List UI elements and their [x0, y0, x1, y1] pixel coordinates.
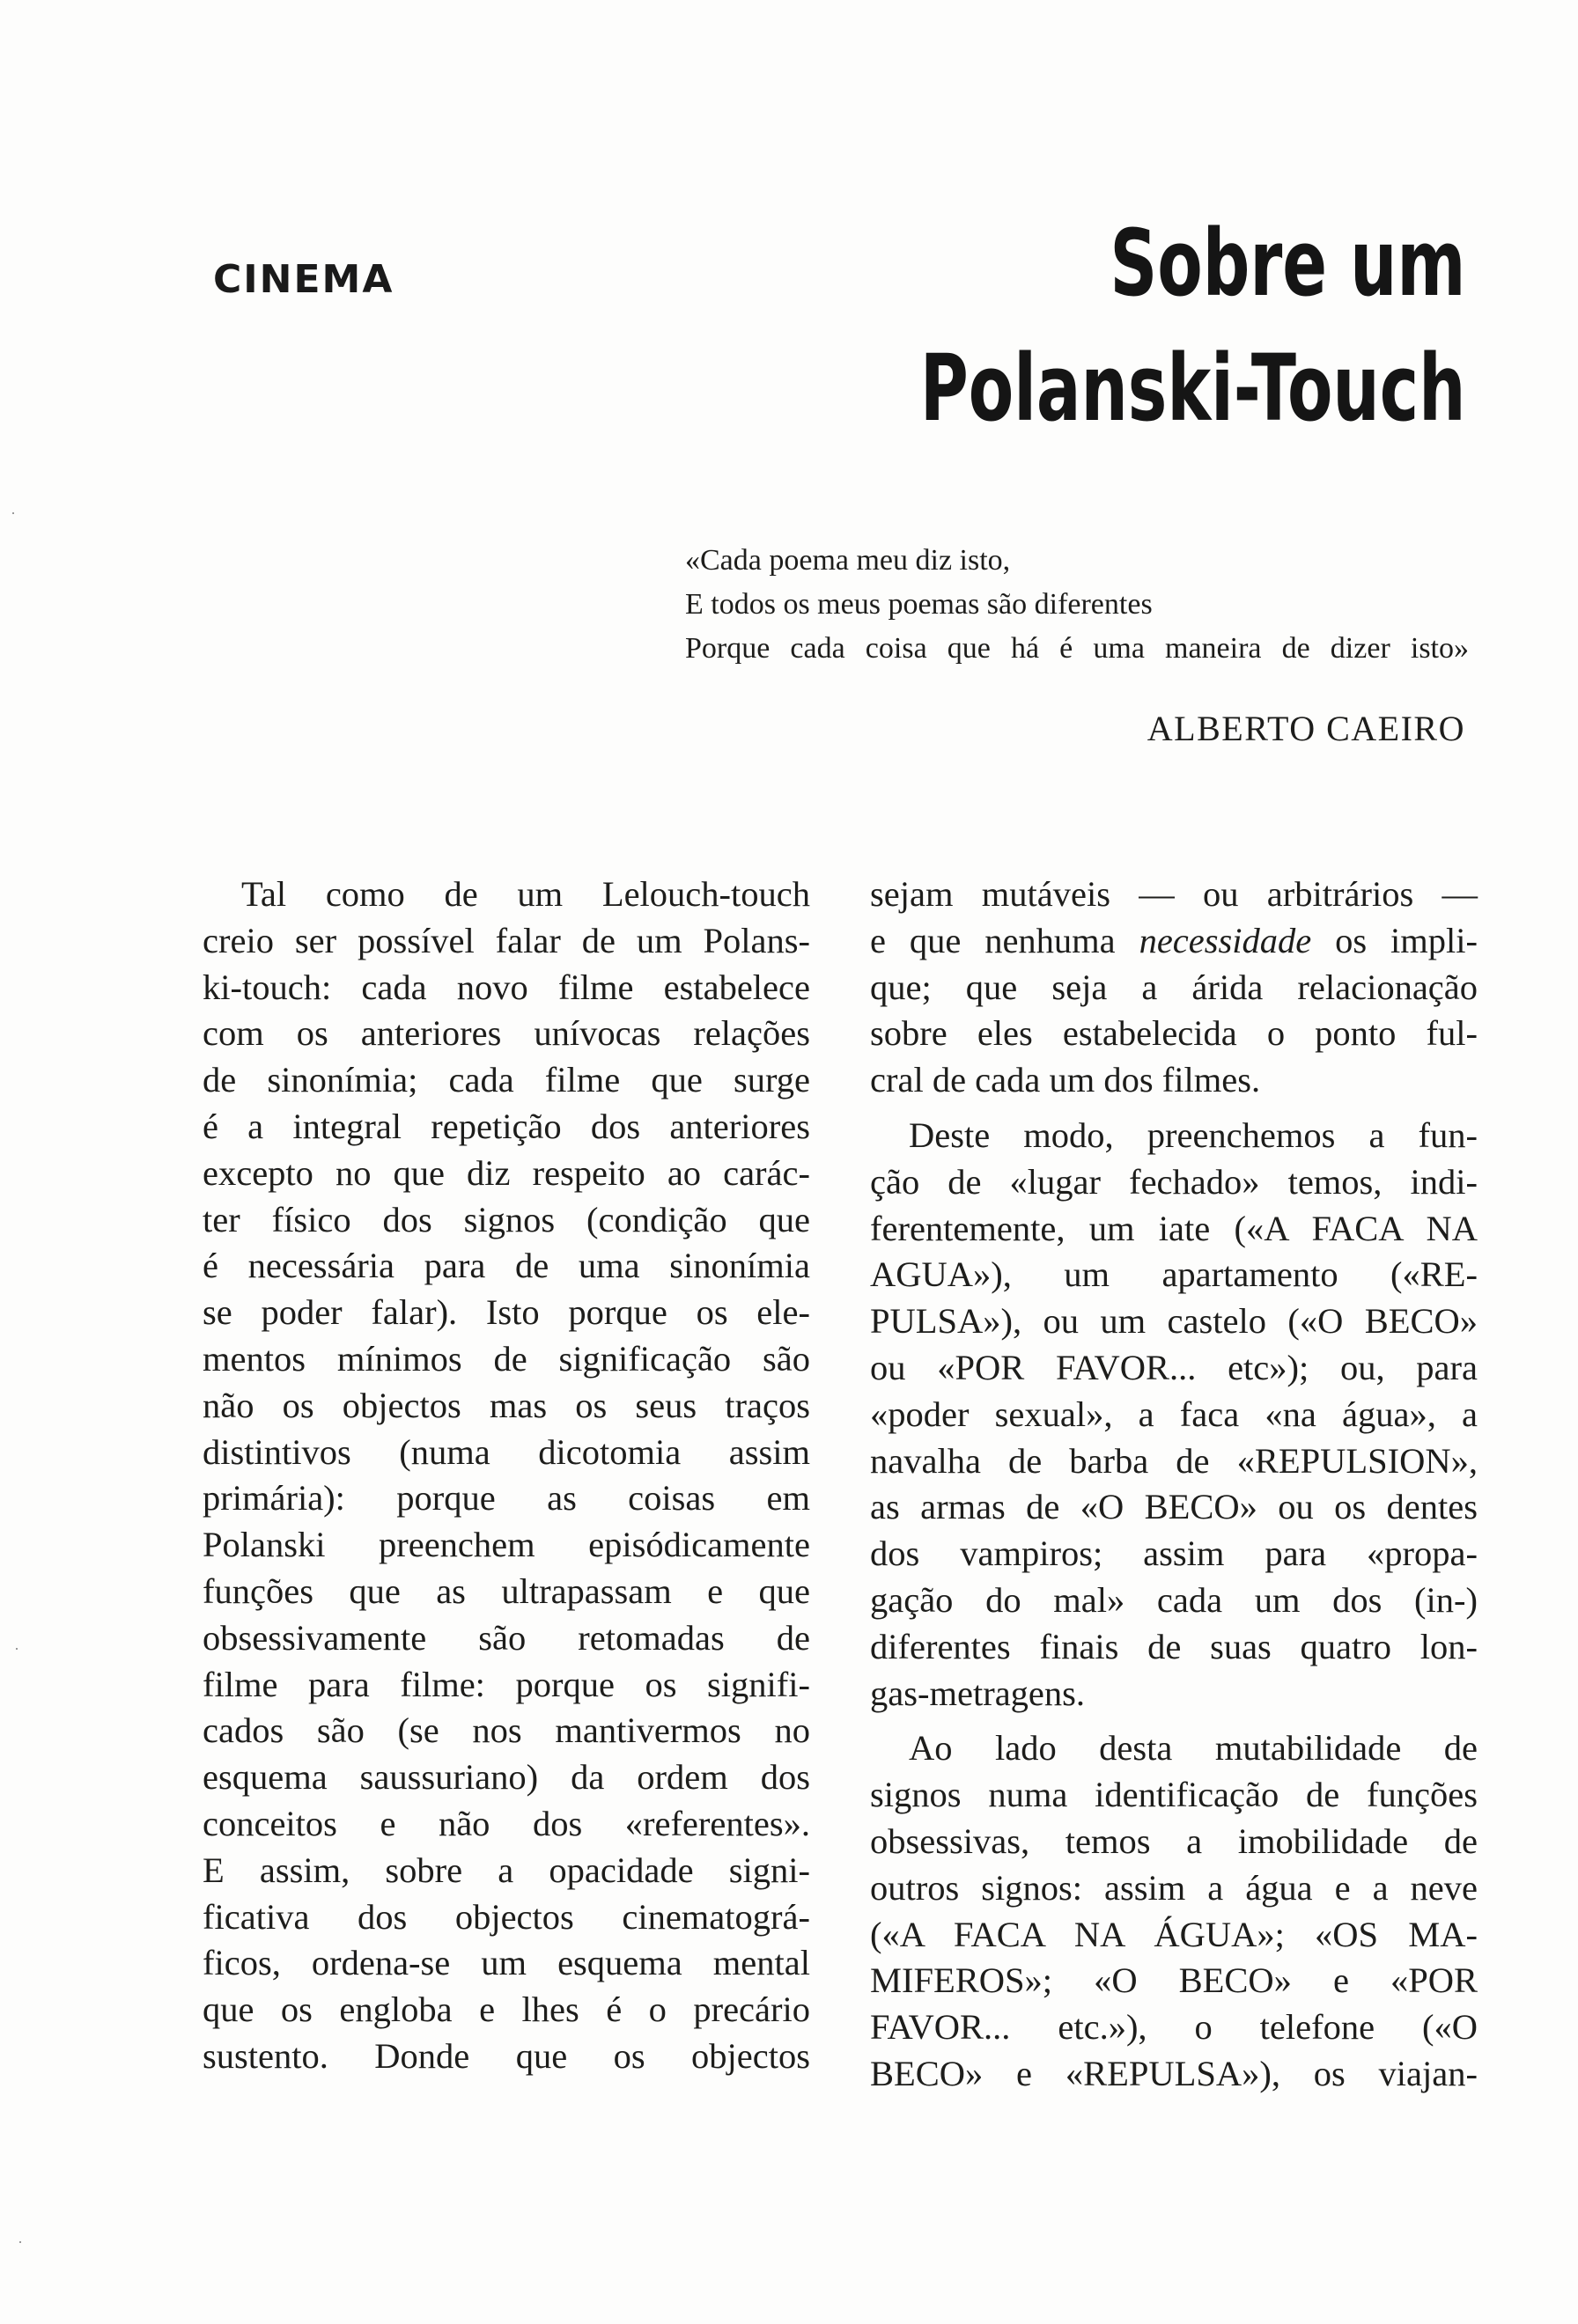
- epigraph-line: «Cada poema meu diz isto,: [685, 544, 1011, 577]
- text-line: PULSA»), ou um castelo («O BECO»: [870, 1301, 1478, 1342]
- text-line: sustento. Donde que os objectos: [203, 2035, 810, 2076]
- text-line: creio ser possível falar de um Polans-: [203, 920, 810, 960]
- text-line: as armas de «O BECO» ou os dentes: [870, 1487, 1478, 1527]
- text-line: distintivos (numa dicotomia assim: [203, 1431, 810, 1472]
- text-line: conceitos e não dos «referentes».: [203, 1803, 810, 1843]
- left-column: [203, 872, 810, 2080]
- text-line: ficativa dos objectos cinematográ-: [203, 1896, 810, 1937]
- text-line: Ao lado desta mutabilidade de: [909, 1728, 1478, 1769]
- text-line: mentos mínimos de significação são: [203, 1338, 810, 1379]
- text-fragment: e que nenhuma: [870, 920, 1116, 960]
- text-line: Deste modo, preenchemos a fun-: [909, 1114, 1478, 1155]
- text-line: que os engloba e lhes é o precário: [203, 1989, 810, 2030]
- title-line-1: Sobre um: [1109, 210, 1465, 317]
- text-line: primária): porque as coisas em: [203, 1478, 810, 1519]
- text-line: Tal como de um Lelouch-touch: [241, 874, 810, 914]
- text-line: Polanski preenchem episódicamente: [203, 1525, 810, 1565]
- text-line: funções que as ultrapassam e que: [203, 1570, 810, 1611]
- text-line: diferentes finais de suas quatro lon-: [870, 1626, 1478, 1666]
- text-line: obsessivamente são retomadas de: [203, 1617, 810, 1658]
- italic-word: necessidade: [1139, 920, 1312, 960]
- text-fragment: os impli-: [1335, 920, 1478, 960]
- epigraph-line: E todos os meus poemas são diferentes: [685, 588, 1153, 621]
- text-line: FAVOR... etc.»), o telefone («O: [870, 2007, 1478, 2048]
- text-line: ki-touch: cada novo filme estabelece: [203, 967, 810, 1007]
- epigraph-line: Porque cada coisa que há é uma maneira de dizer isto»: [685, 632, 1469, 665]
- text-line: ficos, ordena-se um esquema mental: [203, 1943, 810, 1983]
- text-line: «poder sexual», a faca «na água», a: [870, 1394, 1478, 1434]
- margin-speck: [19, 2241, 21, 2243]
- epigraph: [685, 539, 1469, 671]
- text-line: E assim, sobre a opacidade signi-: [203, 1850, 810, 1890]
- text-line: signos numa identificação de funções: [870, 1775, 1478, 1815]
- margin-speck: [12, 512, 14, 514]
- text-line: cados são (se nos mantivermos no: [203, 1710, 810, 1751]
- margin-speck: [16, 1648, 18, 1650]
- text-line: não os objectos mas os seus traços: [203, 1385, 810, 1425]
- text-line: filme para filme: porque os signifi-: [203, 1664, 810, 1704]
- text-line: se poder falar). Isto porque os ele-: [203, 1292, 810, 1333]
- text-line: MIFEROS»; «O BECO» e «POR: [870, 1960, 1478, 2001]
- text-line: sobre eles estabelecida o ponto ful-: [870, 1013, 1478, 1054]
- text-line: AGUA»), um apartamento («RE-: [870, 1254, 1478, 1295]
- title-line-2: Polanski-Touch: [919, 335, 1465, 442]
- text-line: BECO» e «REPULSA»), os viajan-: [870, 2053, 1478, 2093]
- text-line: gas-metragens.: [870, 1673, 1086, 1713]
- text-line: excepto no que diz respeito ao carác-: [203, 1152, 810, 1193]
- section-label: CINEMA: [213, 257, 394, 302]
- text-line: ter físico dos signos (condição que: [203, 1199, 810, 1239]
- text-line: outros signos: assim a água e a neve: [870, 1867, 1478, 1908]
- text-line: é a integral repetição dos anteriores: [203, 1106, 810, 1146]
- article-title: [919, 201, 1465, 451]
- text-line: ção de «lugar fechado» temos, indi-: [870, 1161, 1478, 1202]
- right-column: [870, 872, 1478, 2098]
- text-line: que; que seja a árida relacionação: [870, 967, 1478, 1007]
- text-line: ferentemente, um iate («A FACA NA: [870, 1208, 1478, 1248]
- text-line: com os anteriores unívocas relações: [203, 1013, 810, 1054]
- text-line: sejam mutáveis — ou arbitrários —: [870, 874, 1478, 914]
- text-line: é necessária para de uma sinonímia: [203, 1246, 810, 1286]
- text-line: obsessivas, temos a imobilidade de: [870, 1820, 1478, 1861]
- text-line: cral de cada um dos filmes.: [870, 1060, 1261, 1100]
- text-line: [870, 918, 1478, 965]
- text-line: de sinonímia; cada filme que surge: [203, 1060, 810, 1100]
- text-line: («A FACA NA ÁGUA»; «OS MA-: [870, 1914, 1478, 1954]
- text-line: dos vampiros; assim para «propa-: [870, 1533, 1478, 1574]
- text-line: esquema saussuriano) da ordem dos: [203, 1757, 810, 1798]
- epigraph-author: ALBERTO CAEIRO: [1147, 709, 1465, 748]
- text-line: navalha de barba de «REPULSION»,: [870, 1440, 1478, 1481]
- text-line: gação do mal» cada um dos (in-): [870, 1579, 1478, 1620]
- text-line: ou «POR FAVOR... etc»); ou, para: [870, 1347, 1478, 1387]
